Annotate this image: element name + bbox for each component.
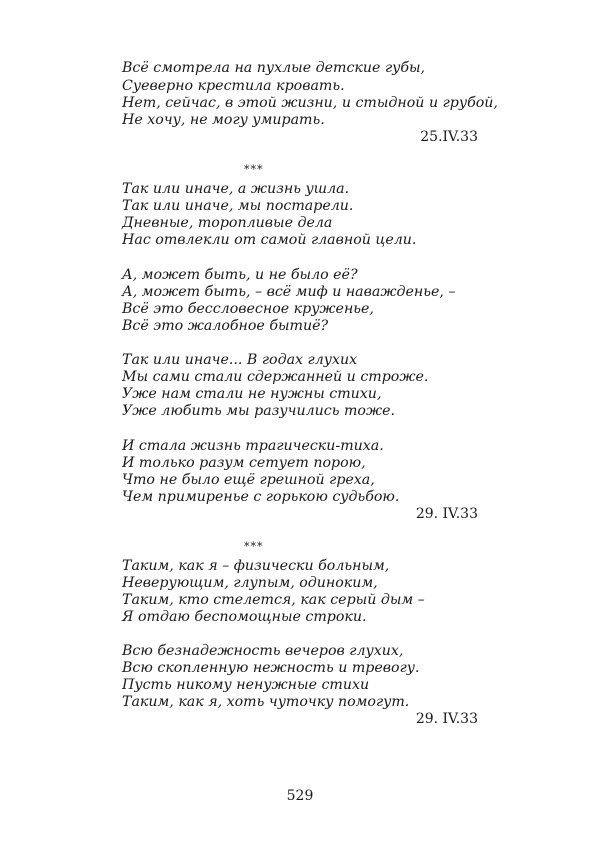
- poem2-s4-line-1: И стала жизнь трагически-тиха.: [122, 438, 384, 454]
- poem3-s2-line-1: Всю безнадежность вечеров глухих,: [122, 643, 404, 659]
- poem3-s2-line-4: Таким, как я, хоть чуточку помогут.: [122, 694, 410, 710]
- poem1-line-2: Суеверно крестила кровать.: [122, 78, 345, 94]
- poem1-date: 25.IV.33: [420, 129, 478, 145]
- poem2-s4-line-3: Что не было ещё грешной греха,: [122, 472, 375, 488]
- poem3-date: 29. IV.33: [415, 711, 478, 727]
- poem2-date: 29. IV.33: [415, 506, 478, 522]
- poem2-s4-line-2: И только разум сетует порою,: [122, 455, 366, 471]
- poem2-s1-line-4: Нас отвлекли от самой главной цели.: [122, 232, 417, 248]
- poem2-s4-line-4: Чем примиренье с горькою судьбою.: [122, 489, 400, 505]
- page-number: 529: [286, 788, 314, 804]
- poem3-s2-line-3: Пусть никому ненужные стихи: [122, 677, 370, 693]
- poem3-separator: ***: [244, 540, 264, 553]
- poem3-s1-line-1: Таким, как я – физически больным,: [122, 558, 390, 574]
- poem3-s2-line-2: Всю скопленную нежность и тревогу.: [122, 660, 420, 676]
- poem2-s3-line-3: Уже нам стали не нужны стихи,: [122, 386, 382, 402]
- poem2-separator: ***: [244, 163, 264, 176]
- poem1-line-3: Нет, сейчас, в этой жизни, и стыдной и грубой,: [122, 95, 498, 111]
- poem2-s3-line-1: Так или иначе... В годах глухих: [122, 352, 358, 368]
- poem3-s1-line-4: Я отдаю беспомощные строки.: [122, 609, 367, 625]
- poem3-s1-line-3: Таким, кто стелется, как серый дым –: [122, 592, 425, 608]
- poem2-s3-line-4: Уже любить мы разучились тоже.: [122, 403, 395, 419]
- poem2-s2-line-3: Всё это бессловесное круженье,: [122, 301, 374, 317]
- poem2-s1-line-1: Так или иначе, а жизнь ушла.: [122, 181, 350, 197]
- poem2-s3-line-2: Мы сами стали сдержанней и строже.: [122, 369, 429, 385]
- poem2-s2-line-4: Всё это жалобное бытиё?: [122, 318, 329, 334]
- poem2-s2-line-1: А, может быть, и не было её?: [122, 267, 358, 283]
- poem1-line-4: Не хочу, не могу умирать.: [122, 112, 325, 128]
- poem1-line-1: Всё смотрела на пухлые детские губы,: [122, 60, 426, 76]
- poem2-s2-line-2: А, может быть, – всё миф и наважденье, –: [122, 284, 456, 300]
- poem3-s1-line-2: Неверующим, глупым, одиноким,: [122, 575, 378, 591]
- poem2-s1-line-2: Так или иначе, мы постарели.: [122, 198, 354, 214]
- poem2-s1-line-3: Дневные, торопливые дела: [122, 215, 333, 231]
